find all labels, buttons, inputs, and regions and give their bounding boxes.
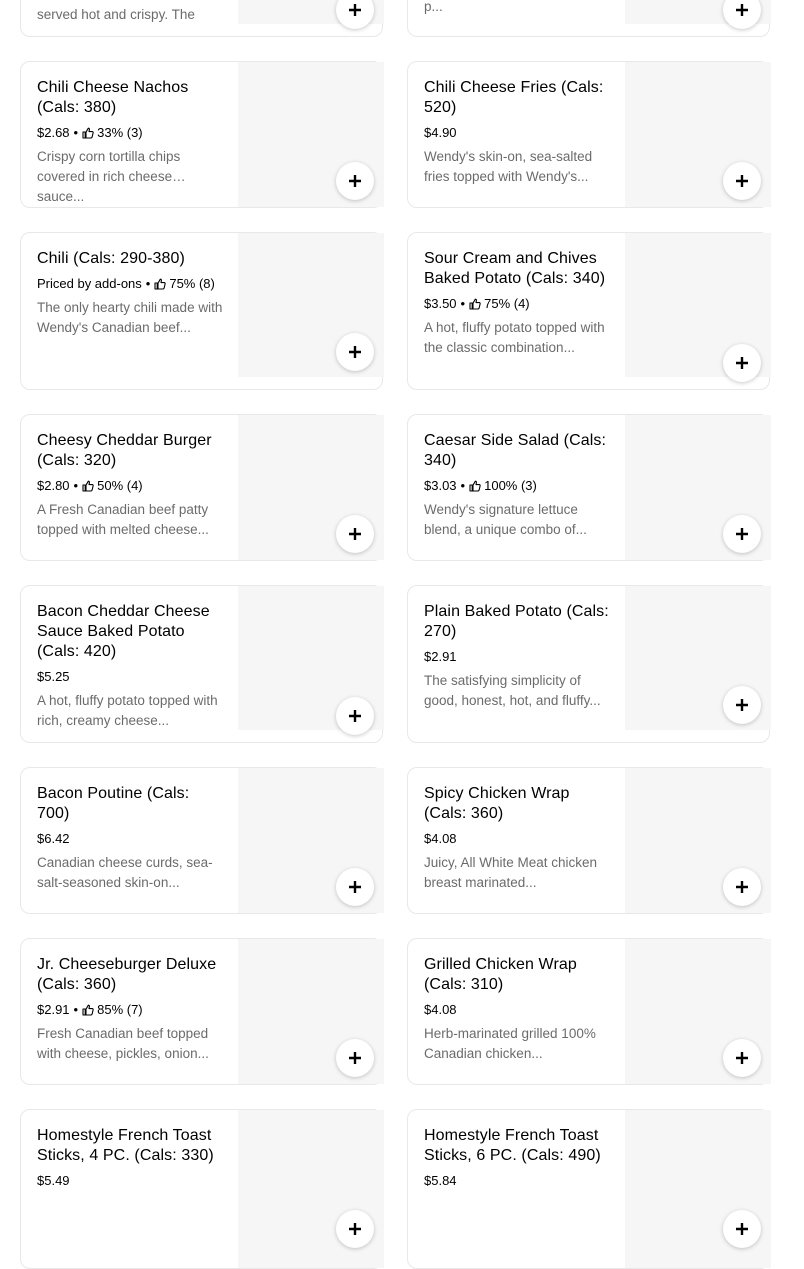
item-title: Jr. Cheeseburger Deluxe (Cals: 360) <box>37 956 217 993</box>
plus-icon <box>348 1051 362 1065</box>
item-title: Bacon Poutine (Cals: 700) <box>37 785 190 822</box>
item-title: Grilled Chicken Wrap (Cals: 310) <box>424 956 577 993</box>
plus-icon <box>735 880 749 894</box>
add-to-cart-button[interactable] <box>336 0 374 29</box>
menu-item-card[interactable] <box>20 61 383 208</box>
item-price: $6.42 <box>37 831 70 846</box>
item-rating: 100% (3) <box>484 478 537 493</box>
item-price: $2.80 <box>37 478 70 493</box>
plus-icon <box>348 880 362 894</box>
menu-item-card[interactable] <box>407 414 770 561</box>
plus-icon <box>735 527 749 541</box>
item-meta <box>424 123 610 143</box>
item-title: Chili Cheese Nachos (Cals: 380) <box>37 79 189 116</box>
item-title: Cheesy Cheddar Burger (Cals: 320) <box>37 432 212 469</box>
separator-dot: • <box>73 478 79 493</box>
menu-item-card[interactable] <box>407 61 770 208</box>
item-price: $2.91 <box>424 649 457 664</box>
plus-icon <box>348 527 362 541</box>
menu-item-card[interactable] <box>407 0 770 37</box>
item-info <box>37 955 223 1064</box>
plus-icon <box>348 1222 362 1236</box>
separator-dot: • <box>73 125 79 140</box>
item-info <box>37 78 223 204</box>
item-price: $5.25 <box>37 669 70 684</box>
menu-item-card[interactable] <box>407 938 770 1085</box>
item-price: $2.68 <box>37 125 70 140</box>
item-info <box>37 431 223 540</box>
plus-icon <box>735 174 749 188</box>
separator-dot: • <box>460 478 466 493</box>
item-meta <box>424 1171 610 1191</box>
add-to-cart-button[interactable] <box>336 333 374 371</box>
thumbs-up-icon <box>82 127 94 139</box>
item-info <box>37 1126 223 1191</box>
add-to-cart-button[interactable] <box>723 0 761 29</box>
item-description: p... <box>424 0 443 14</box>
item-title: Homestyle French Toast Sticks, 6 PC. (Cals: 490) <box>424 1127 601 1164</box>
add-to-cart-button[interactable] <box>723 515 761 553</box>
item-price: $5.84 <box>424 1173 457 1188</box>
plus-icon <box>735 698 749 712</box>
item-meta <box>424 1000 610 1020</box>
item-description: Fresh Canadian beef topped with cheese, pickles, onion... <box>37 1026 209 1061</box>
item-price: $5.49 <box>37 1173 70 1188</box>
menu-item-card[interactable] <box>407 232 770 390</box>
item-title: Caesar Side Salad (Cals: 340) <box>424 432 607 469</box>
item-meta <box>424 294 610 314</box>
item-meta <box>37 667 223 687</box>
item-price: $3.03 <box>424 478 457 493</box>
item-rating: 75% (8) <box>169 276 215 291</box>
thumbs-up-icon <box>82 1004 94 1016</box>
plus-icon <box>735 356 749 370</box>
item-title: Bacon Cheddar Cheese Sauce Baked Potato (Cals: 420) <box>37 603 210 660</box>
item-price: $2.91 <box>37 1002 70 1017</box>
item-price: $3.50 <box>424 296 457 311</box>
item-meta <box>37 476 223 496</box>
thumbs-up-icon <box>154 278 166 290</box>
add-to-cart-button[interactable] <box>723 868 761 906</box>
item-rating: 33% (3) <box>97 125 143 140</box>
plus-icon <box>735 3 749 17</box>
thumbs-up-icon <box>469 298 481 310</box>
add-to-cart-button[interactable] <box>336 515 374 553</box>
item-title: Plain Baked Potato (Cals: 270) <box>424 603 609 640</box>
item-info <box>424 249 610 358</box>
add-to-cart-button[interactable] <box>723 686 761 724</box>
item-meta <box>37 829 223 849</box>
add-to-cart-button[interactable] <box>723 344 761 382</box>
item-description: The only hearty chili made with Wendy's Canadian beef... <box>37 300 223 335</box>
menu-item-card[interactable] <box>407 767 770 914</box>
item-description: A hot, fluffy potato topped with the classic combination... <box>424 320 605 355</box>
plus-icon <box>348 3 362 17</box>
item-price: $4.08 <box>424 831 457 846</box>
add-to-cart-button[interactable] <box>336 162 374 200</box>
item-description: A hot, fluffy potato topped with rich, creamy cheese... <box>37 693 218 728</box>
separator-dot: • <box>73 1002 79 1017</box>
add-to-cart-button[interactable] <box>336 1039 374 1077</box>
menu-item-card[interactable] <box>20 414 383 561</box>
item-description: Wendy's signature lettuce blend, a unique combo of... <box>424 502 587 537</box>
item-description: Canadian cheese curds, sea-salt-seasoned skin-on... <box>37 855 213 890</box>
menu-item-card[interactable] <box>20 232 383 390</box>
thumbs-up-icon <box>82 480 94 492</box>
menu-item-card[interactable] <box>20 938 383 1085</box>
item-meta <box>37 1000 223 1020</box>
add-to-cart-button[interactable] <box>723 162 761 200</box>
menu-item-card[interactable] <box>407 1109 770 1269</box>
item-rating: 85% (7) <box>97 1002 143 1017</box>
item-description: Herb-marinated grilled 100% Canadian chicken... <box>424 1026 596 1061</box>
item-description: served hot and crispy. The <box>37 7 195 22</box>
item-meta <box>37 1171 223 1191</box>
item-description: A Fresh Canadian beef patty topped with melted cheese... <box>37 502 209 537</box>
item-meta <box>424 476 610 496</box>
item-meta <box>37 123 223 143</box>
item-info <box>424 78 610 187</box>
separator-dot: • <box>145 276 151 291</box>
thumbs-up-icon <box>469 480 481 492</box>
item-info <box>424 1126 610 1191</box>
plus-icon <box>735 1051 749 1065</box>
item-description: The satisfying simplicity of good, honest, hot, and fluffy... <box>424 673 601 708</box>
item-info <box>37 249 223 338</box>
item-info <box>424 602 610 711</box>
separator-dot: • <box>460 296 466 311</box>
item-meta <box>424 647 610 667</box>
add-to-cart-button[interactable] <box>336 1210 374 1248</box>
item-description: Wendy's skin-on, sea-salted fries topped with Wendy's... <box>424 149 593 184</box>
item-title: Chili (Cals: 290-380) <box>37 250 185 267</box>
menu-item-card[interactable] <box>20 585 383 743</box>
add-to-cart-button[interactable] <box>336 868 374 906</box>
item-meta <box>424 829 610 849</box>
menu-item-card[interactable] <box>20 767 383 914</box>
item-rating: 75% (4) <box>484 296 530 311</box>
item-price: $4.08 <box>424 1002 457 1017</box>
item-info <box>37 784 223 893</box>
plus-icon <box>735 1222 749 1236</box>
plus-icon <box>348 709 362 723</box>
item-description: Juicy, All White Meat chicken breast marinated... <box>424 855 598 890</box>
item-info <box>424 431 610 540</box>
item-rating: 50% (4) <box>97 478 143 493</box>
menu-item-card[interactable] <box>20 1109 383 1269</box>
item-info <box>424 955 610 1064</box>
menu-item-card[interactable] <box>407 585 770 743</box>
add-to-cart-button[interactable] <box>723 1039 761 1077</box>
menu-item-card[interactable] <box>20 0 383 37</box>
plus-icon <box>348 174 362 188</box>
item-title: Spicy Chicken Wrap (Cals: 360) <box>424 785 570 822</box>
item-info <box>37 602 223 731</box>
item-title: Chili Cheese Fries (Cals: 520) <box>424 79 604 116</box>
item-title: Homestyle French Toast Sticks, 4 PC. (Cals: 330) <box>37 1127 214 1164</box>
add-to-cart-button[interactable] <box>723 1210 761 1248</box>
item-info <box>424 784 610 893</box>
item-title: Sour Cream and Chives Baked Potato (Cals: 340) <box>424 250 606 287</box>
item-description: Crispy corn tortilla chips covered in rich cheese sauce... <box>37 149 181 204</box>
item-price: $4.90 <box>424 125 457 140</box>
item-price: Priced by add-ons <box>37 276 142 291</box>
add-to-cart-button[interactable] <box>336 697 374 735</box>
item-meta <box>37 274 223 294</box>
plus-icon <box>348 345 362 359</box>
